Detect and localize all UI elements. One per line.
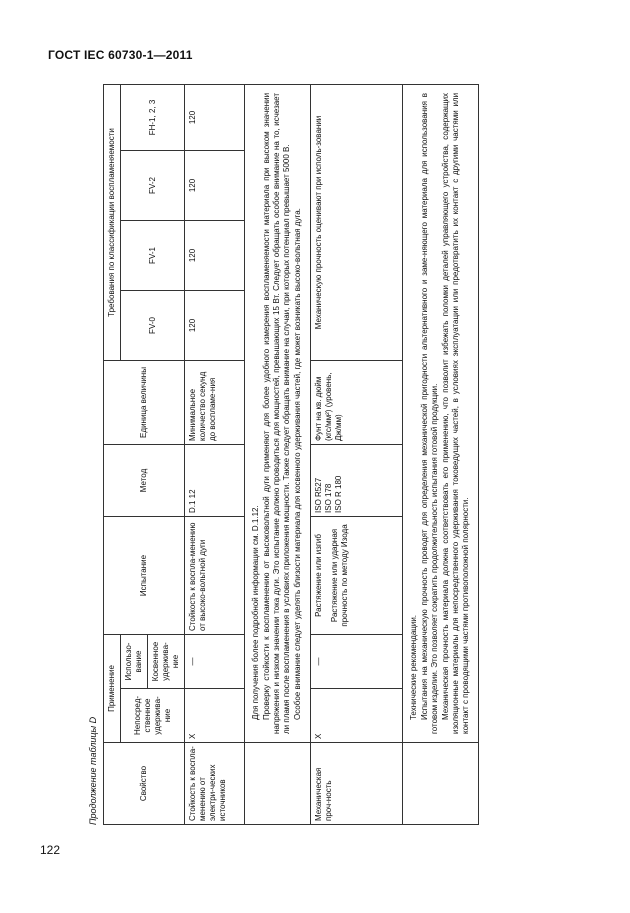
note-1-para: Проверку стойкости к воспламенению от высоковольтной дуги применяют для более удобного измерения воспламеняемости материала при высоком значении напряжения и низком значении тока дуги. Это испытание должно проводиться для мощностей, превышающих 15 Вт. Следует обращать особое внимание на то, исчезает ли пламя после воспламенения в условиях приложения мощности. Также следует обращать внимание на случаи, при которых потенциал превышает 5000 В. — [262, 92, 291, 734]
cell-property: Механическая проч-ность — [311, 743, 403, 825]
table-row — [185, 84, 245, 824]
cell-method: D.1 12 — [185, 444, 245, 516]
cell-test: Стойкость к воспла-менению от высоко-вольтной дуги — [185, 516, 245, 634]
cell-property: Стойкость к воспла-менению от электри-ческих источников — [185, 743, 245, 825]
header-row-1 — [104, 84, 121, 824]
note-1-para: Особое внимание следует уделять близости материала для косвенного удерживания частей, где может возникать высоко-вольтная дуга. — [293, 208, 302, 720]
note-2-para: Механическая прочность материала должна соответствовать его применению, что позволит избежать поломки деталей управляющего устройства, содержащих изоляционные материалы для непосредственного удерживания токоведущих частей, в условиях эксплуатации или предотвратить их контакт с другими частями или контакт с проводящими частями противоположной полярности. — [441, 92, 470, 734]
note-2-para: Испытания на механическую прочность проводят для определения механической пригодности альтернативного и заме-няющего материала для использования в готовом изделии. Это позволяет сократить продолжительность испытания готовой продукции. — [420, 92, 439, 734]
cell-fh: 120 — [185, 84, 245, 150]
col-header-fv2: FV-2 — [121, 150, 185, 220]
page-number: 122 — [40, 843, 61, 857]
note-2-para: Технические рекомендации. — [409, 614, 418, 720]
col-header-property: Свойство — [104, 743, 185, 825]
col-header-indirect: Косвенное удержива-ние — [148, 634, 185, 688]
table-row — [311, 84, 403, 824]
method-1: ISO R527 — [314, 477, 323, 513]
note-1-para: Для получения более подробной информации см. D.1.12. — [251, 505, 260, 720]
cell-indirect: — — [185, 634, 245, 688]
cell-fv0: 120 — [185, 290, 245, 360]
cell-fv2: 120 — [185, 150, 245, 220]
document-header: ГОСТ IEC 60730-1—2011 — [48, 48, 193, 62]
method-3: ISO R 180 — [334, 475, 343, 513]
flammability-table — [103, 84, 479, 825]
rotated-table-area — [88, 85, 623, 825]
col-header-unit: Единица величины — [104, 360, 185, 444]
cell-direct: X — [185, 689, 245, 743]
method-2: ISO 178 — [324, 483, 333, 513]
col-header-direct: Непосред-ственное удержива-ние — [121, 689, 185, 743]
cell-requirement-text: Механическую прочность оценивают при исполь-зовании — [311, 84, 403, 360]
note-1 — [245, 84, 311, 742]
cell-indirect: — — [311, 634, 403, 688]
cell-unit: Минимальное количество секунд до воспламе-ния — [185, 360, 245, 444]
col-header-application: Применение — [104, 634, 121, 742]
col-header-fh: FH-1, 2, 3 — [121, 84, 185, 150]
col-header-fv1: FV-1 — [121, 220, 185, 290]
cell-unit: Фунт на кв. дюйм (кгс/мм²) (уровень, Дж/мм) — [311, 360, 403, 444]
test-1: Растяжение или изгиб — [314, 534, 323, 617]
table-continuation-label: Продолжение таблицы D — [88, 716, 98, 825]
note-row — [403, 84, 479, 824]
note-2 — [403, 84, 479, 742]
cell-method — [311, 444, 403, 516]
cell-test — [311, 516, 403, 634]
test-2: Растяжение или ударная прочность по методу Изода — [330, 524, 349, 627]
cell-fv1: 120 — [185, 220, 245, 290]
col-header-requirements: Требования по классификации воспламеняемости — [104, 84, 121, 360]
cell-direct: X — [311, 689, 403, 743]
col-header-test: Испытание — [104, 516, 185, 634]
col-header-indirect-group: Использо-вание — [121, 634, 148, 688]
col-header-method: Метод — [104, 444, 185, 516]
col-header-fv0: FV-0 — [121, 290, 185, 360]
note-row — [245, 84, 311, 824]
